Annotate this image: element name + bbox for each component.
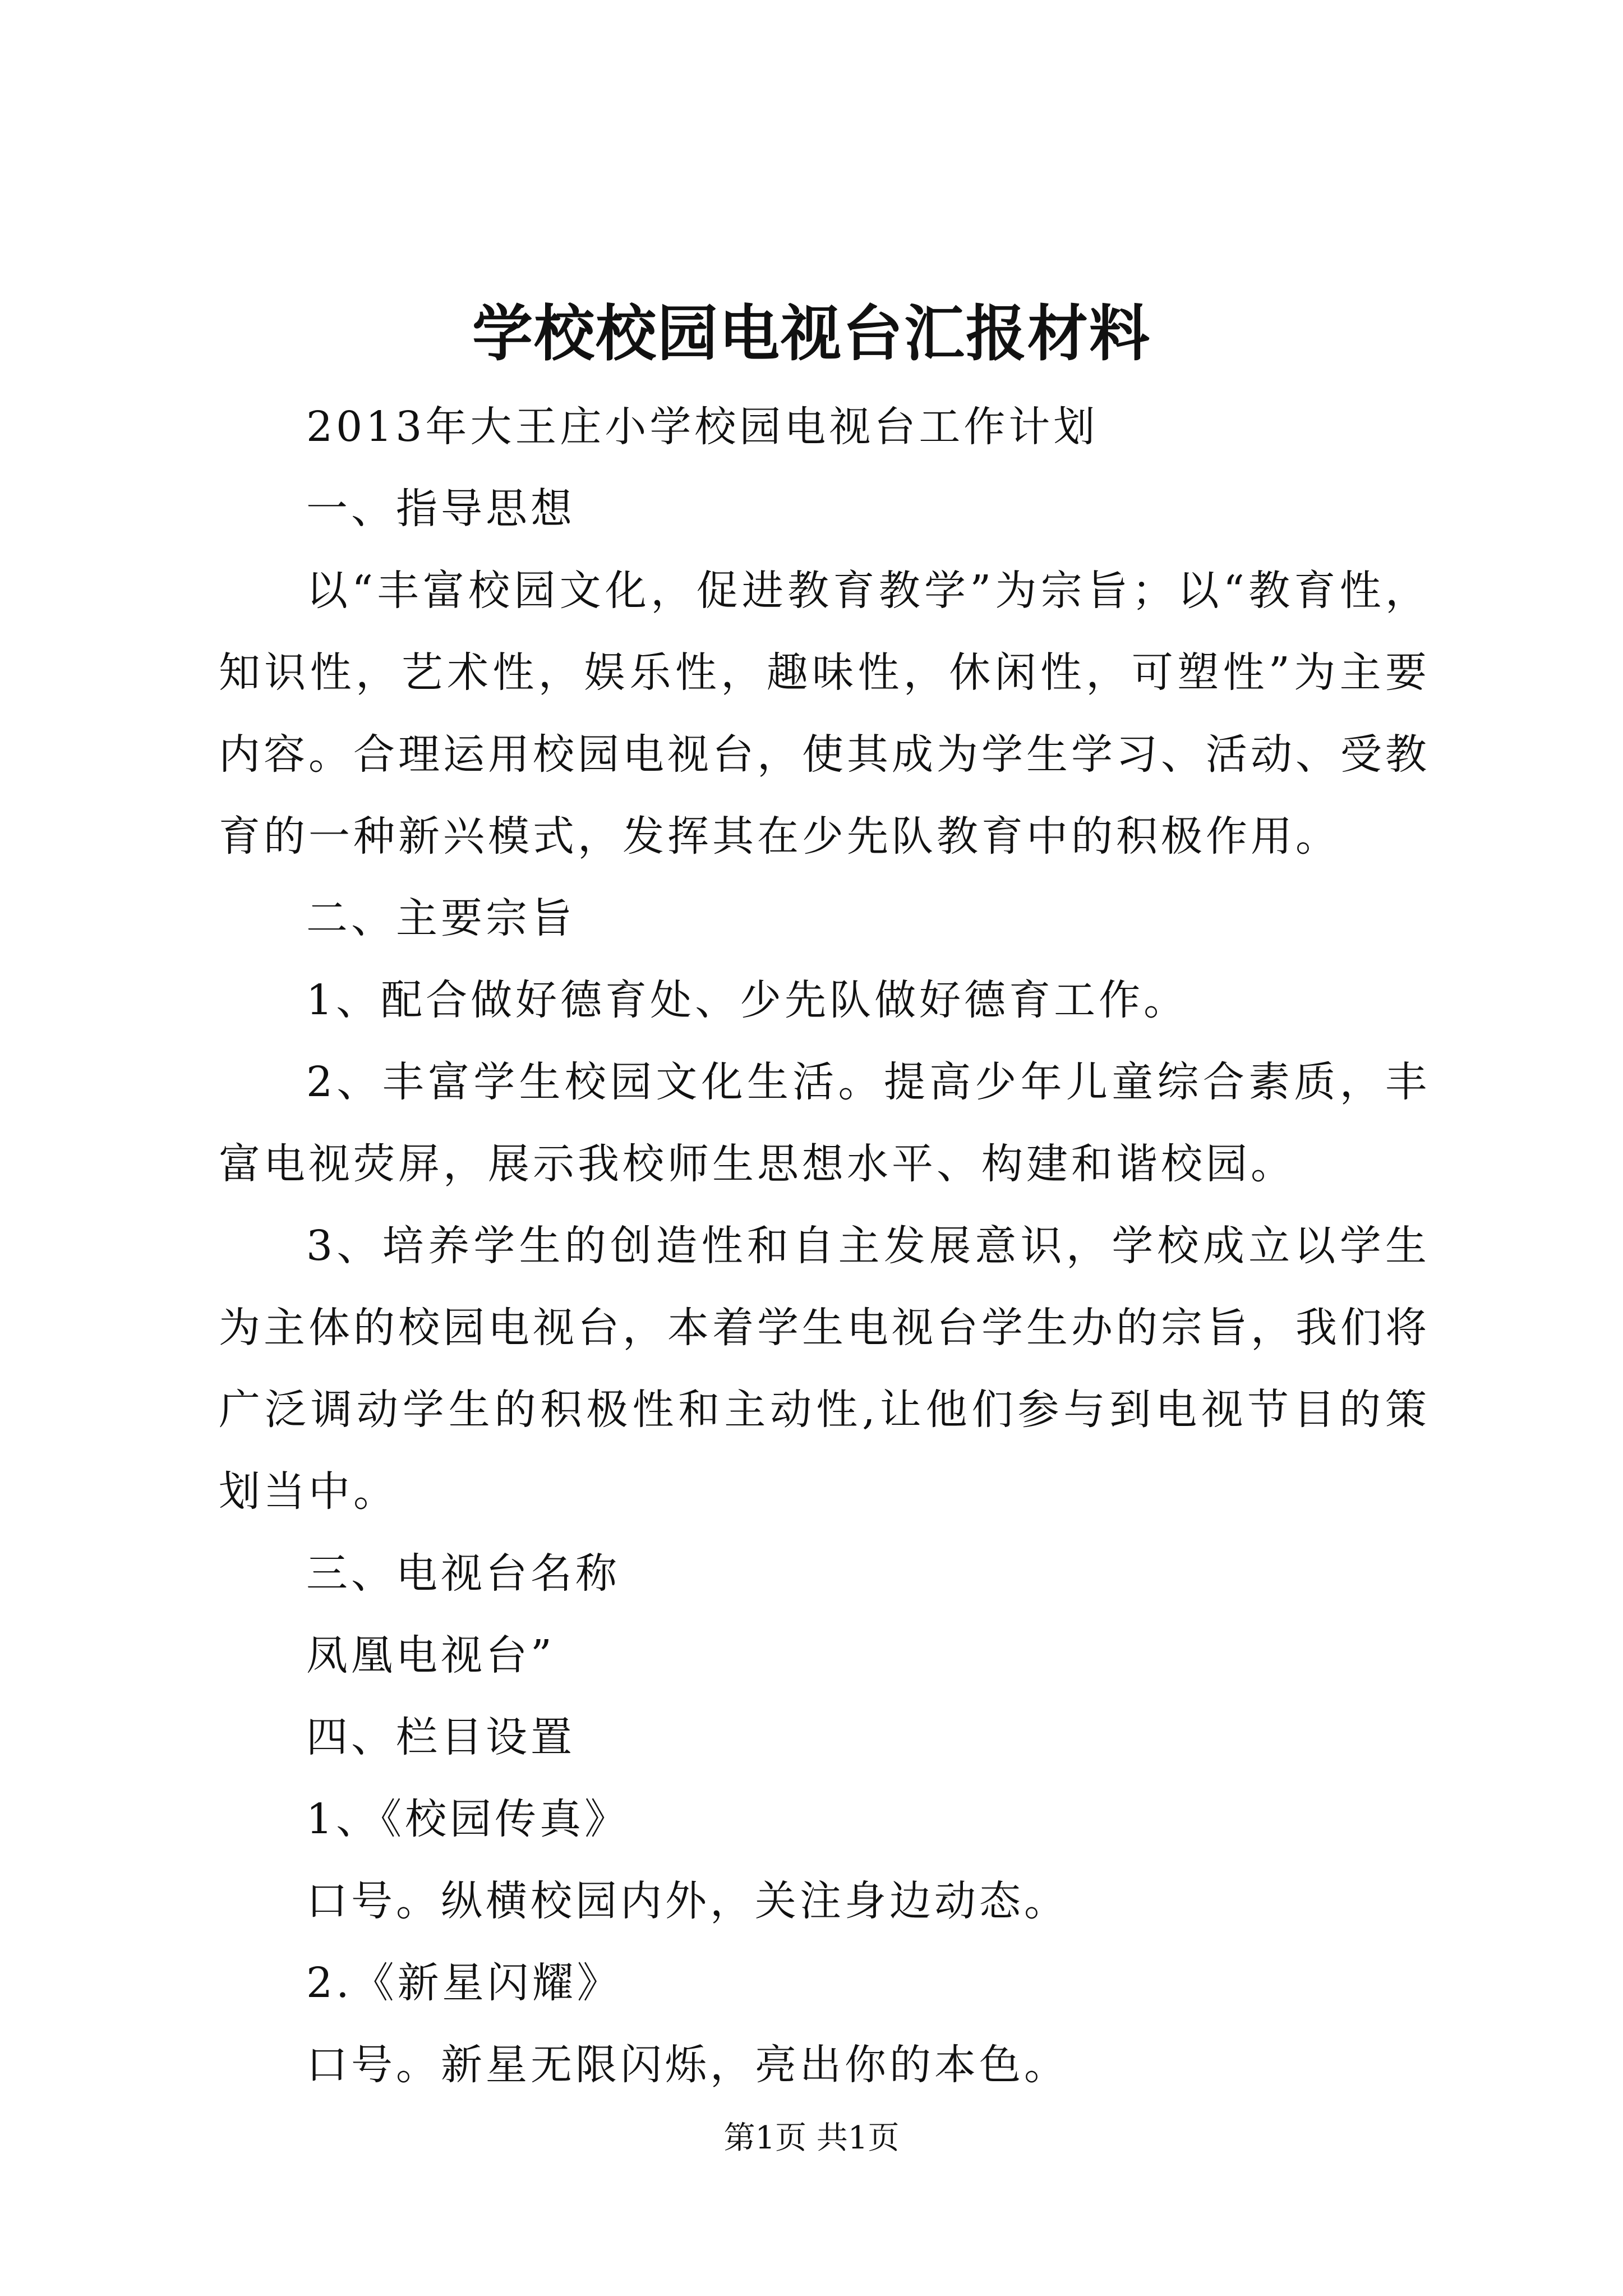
section-heading-station-name: 三、电视台名称: [306, 1549, 620, 1598]
column-slogan-1: 口号。纵横校园内外，关注身边动态。: [306, 1877, 1069, 1925]
section-heading-guiding-thought: 一、指导思想: [306, 485, 575, 533]
document-body: [219, 386, 1430, 2106]
document-title: 学校校园电视台汇报材料: [472, 298, 1151, 369]
plan-heading: 2013年大王庄小学校园电视台工作计划: [306, 403, 1099, 451]
column-item-2: 2.《新星闪耀》: [306, 1959, 622, 2007]
column-item-1: 1、《校园传真》: [306, 1795, 630, 1843]
page-number-footer: 第1页 共1页: [723, 2120, 900, 2156]
paragraph-purpose-3: 3、培养学生的创造性和自主发展意识，学校成立以学生为主体的校园电视台，本着学生电视台学生办的宗旨，我们将广泛调动学生的积极性和主动性,让他们参与到电视节目的策划当中。: [219, 1222, 1430, 1516]
section-heading-columns: 四、栏目设置: [306, 1713, 575, 1761]
section-heading-main-purpose: 二、主要宗旨: [306, 894, 575, 942]
paragraph-guiding-thought: 以“丰富校园文化，促进教育教学”为宗旨；以“教育性，知识性，艺术性，娱乐性，趣味性，休闲性，可塑性”为主要内容。合理运用校园电视台，使其成为学生学习、活动、受教育的一种新兴模式，发挥其在少先队教育中的积极作用。: [219, 567, 1430, 861]
paragraph-station-name: 凤凰电视台”: [306, 1631, 555, 1680]
paragraph-purpose-1: 1、配合做好德育处、少先队做好德育工作。: [306, 976, 1189, 1024]
paragraph-purpose-2: 2、丰富学生校园文化生活。提高少年儿童综合素质，丰富电视荧屏，展示我校师生思想水平、构建和谐校园。: [219, 1058, 1430, 1188]
column-slogan-2: 口号。新星无限闪烁，亮出你的本色。: [306, 2041, 1069, 2089]
